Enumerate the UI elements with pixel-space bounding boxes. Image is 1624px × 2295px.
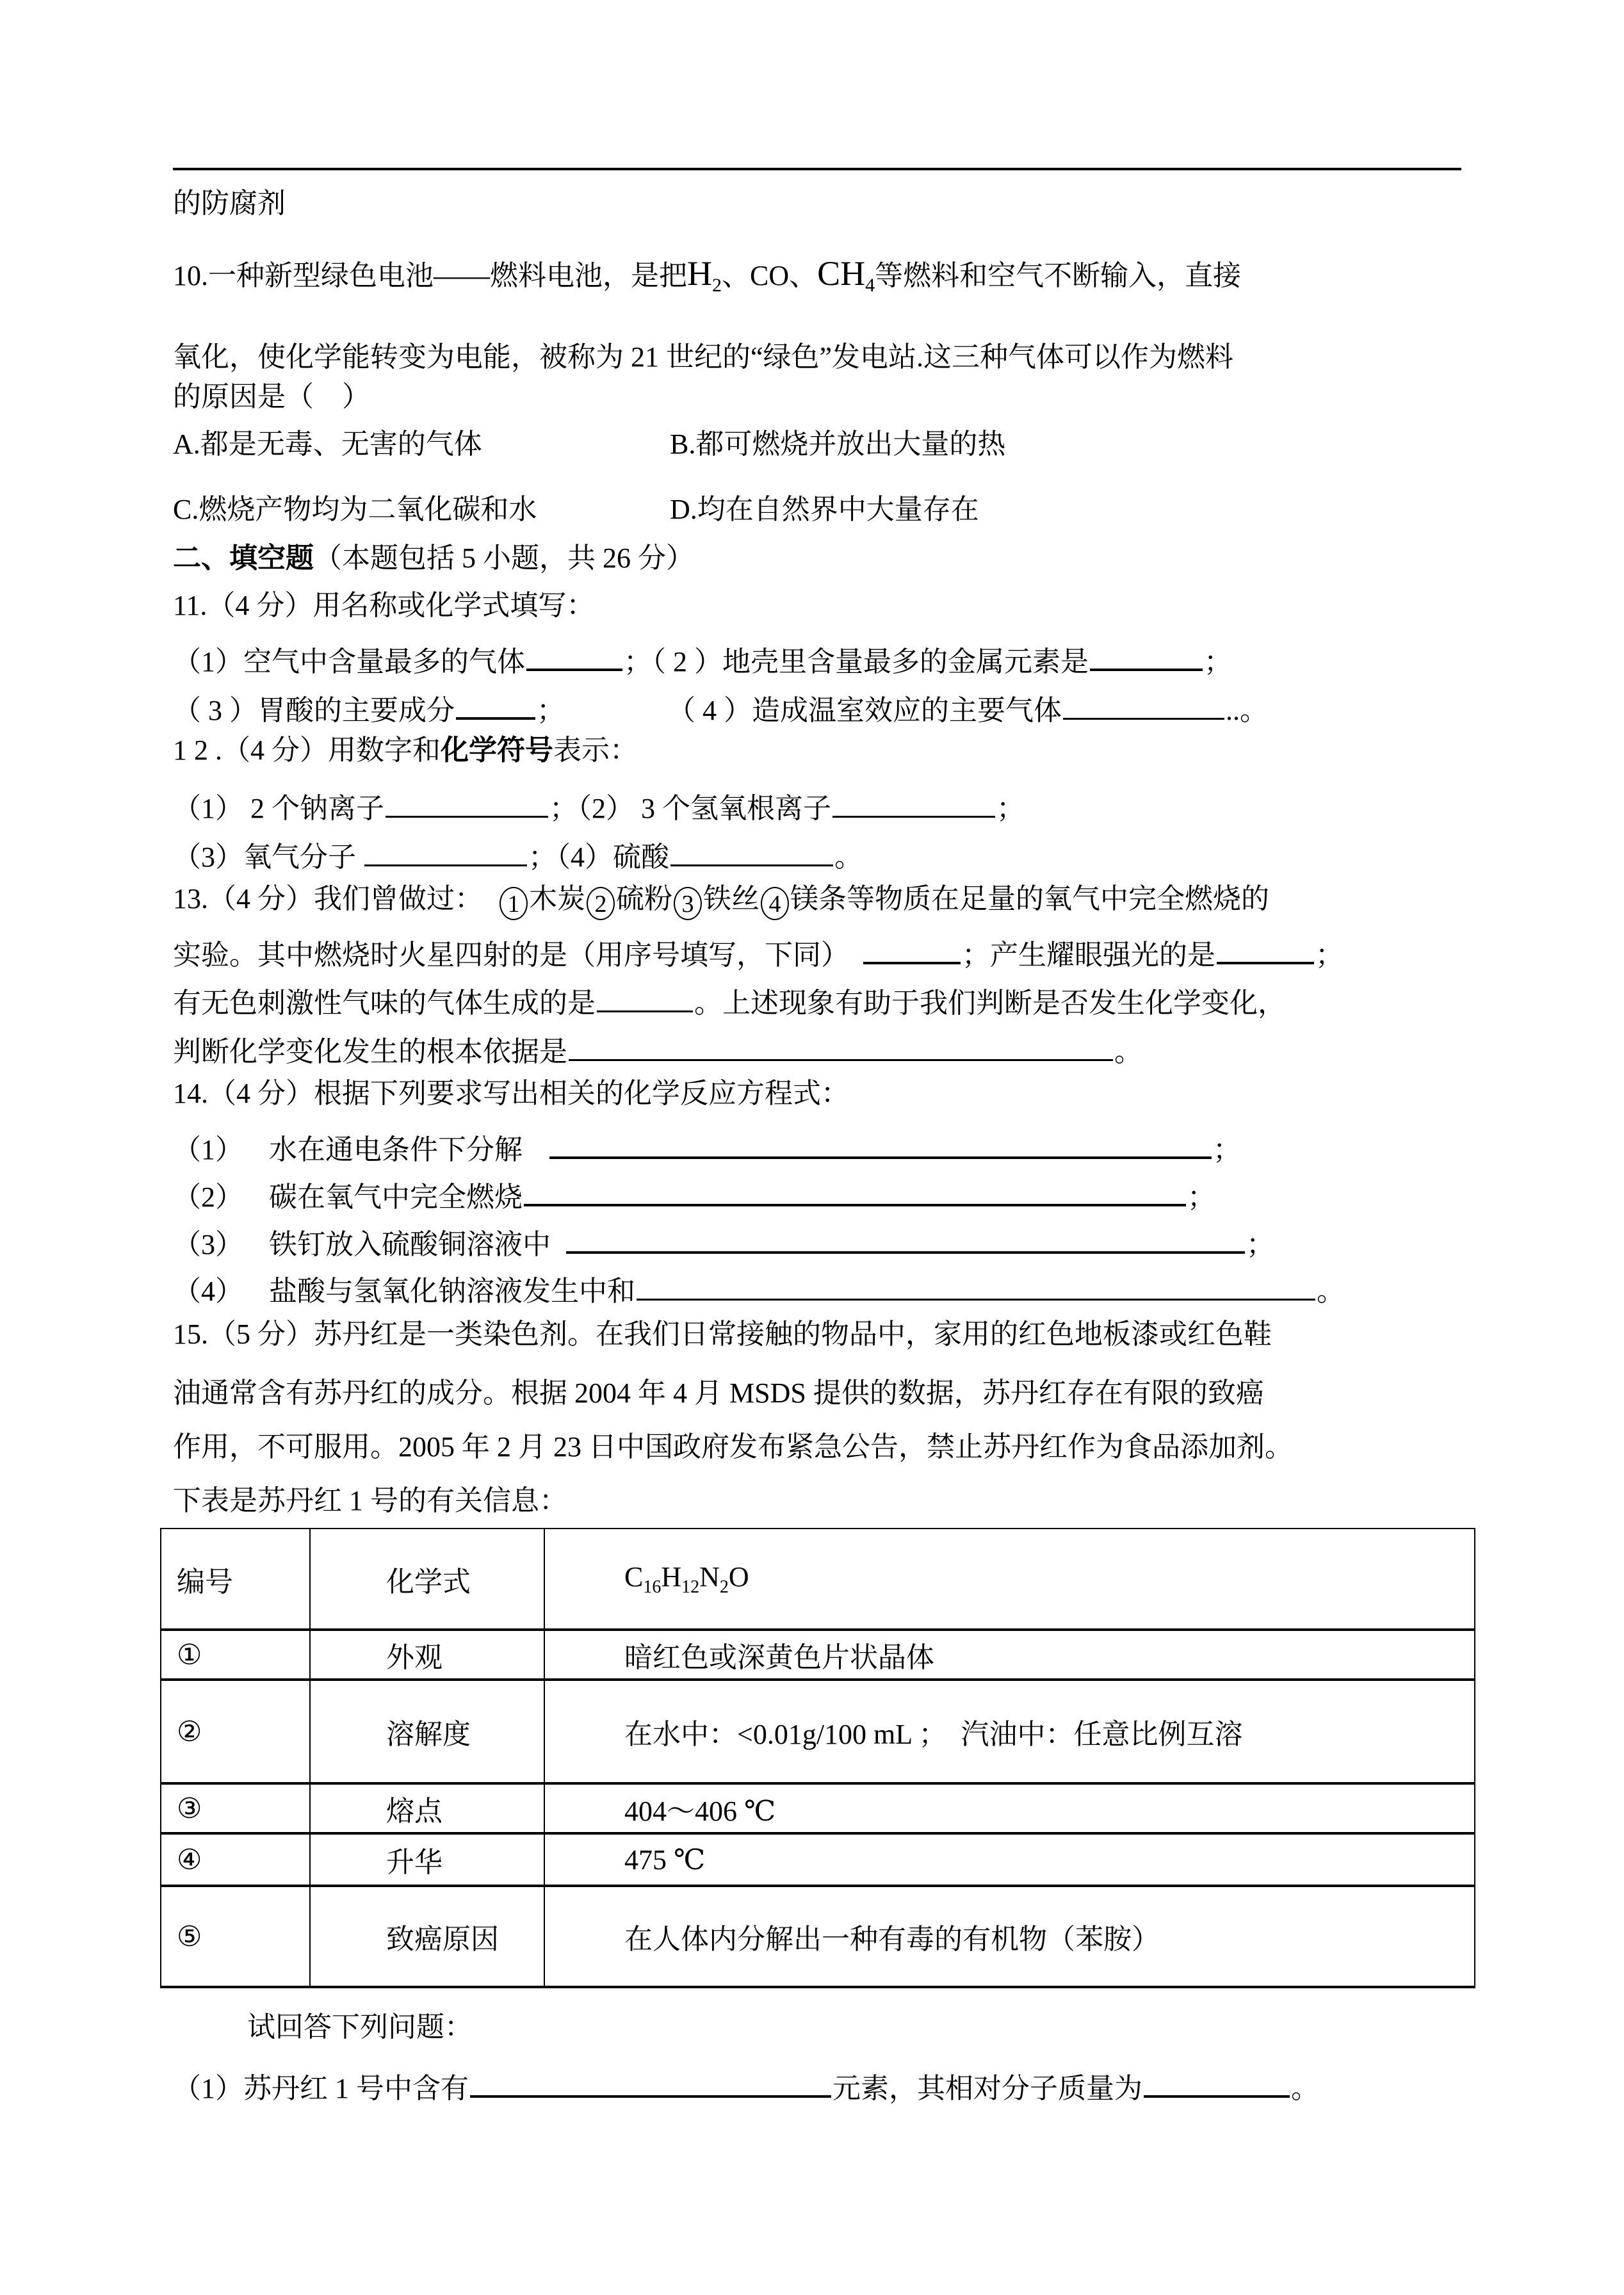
q15-answer-elements[interactable] bbox=[470, 2067, 831, 2098]
q13-line1: 13.（4 分）我们曾做过： 1 木炭 2 硫粉 3 铁丝 4 镁条等物质在足量的氧气中完全燃烧的 bbox=[173, 885, 1269, 920]
table-cell-no: ① bbox=[161, 1630, 310, 1680]
q13-answer-light[interactable] bbox=[1217, 934, 1314, 964]
formula-h2: $H_2$ bbox=[687, 254, 722, 296]
table-cell-no: ⑤ bbox=[161, 1886, 310, 1987]
q12-line1: （1） 2 个钠离子 ；（2） 3 个氢氧根离子 ； bbox=[173, 788, 1025, 823]
q14-item-3: （3） 铁钉放入硫酸铜溶液中 ； bbox=[173, 1223, 1274, 1259]
table-row bbox=[161, 1783, 1475, 1833]
q10-option-b: B.都可燃烧并放出大量的热 bbox=[670, 428, 1006, 460]
q13-line2: 实验。其中燃烧时火星四射的是（用序号填写，下同） ；产生耀眼强光的是 ； bbox=[173, 934, 1344, 969]
q11-answer-1[interactable] bbox=[526, 640, 622, 671]
circled-number-3: 3 bbox=[674, 887, 702, 920]
table-cell-prop: 溶解度 bbox=[310, 1680, 544, 1783]
q11-line1: （1）空气中含量最多的气体 ；（ 2 ）地壳里含量最多的金属元素是 ； bbox=[173, 640, 1232, 676]
table-cell-prop: 熔点 bbox=[310, 1783, 544, 1833]
q10-option-d: D.均在自然界中大量存在 bbox=[670, 494, 979, 525]
q12-line2: （3）氧气分子 ；（4）硫酸 。 bbox=[173, 836, 863, 872]
table-header-row bbox=[161, 1529, 1475, 1630]
q15-line1: 15.（5 分）苏丹红是一类染色剂。在我们日常接触的物品中，家用的红色地板漆或红色鞋 bbox=[173, 1318, 1272, 1350]
q11-line2: （ 3 ）胃酸的主要成分 ； （ 4 ）造成温室效应的主要气体 ..。 bbox=[173, 689, 1268, 725]
q14-answer-4[interactable] bbox=[637, 1270, 1315, 1301]
q12-answer-2[interactable] bbox=[832, 788, 995, 818]
table-cell-value: 404～406 ℃ bbox=[544, 1783, 1475, 1833]
q15-line3: 作用，不可服用。2005 年 2 月 23 日中国政府发布紧急公告，禁止苏丹红作为食品添加剂。 bbox=[173, 1431, 1293, 1463]
q10-line3: 的原因是（ ） bbox=[173, 381, 370, 412]
q13-answer-gas[interactable] bbox=[597, 982, 693, 1012]
continuation-text: 的防腐剂 bbox=[173, 188, 286, 219]
chemical-formula: $C_{16}H_{12}N_2O$ bbox=[544, 1529, 1475, 1630]
table-cell-no: ② bbox=[161, 1680, 310, 1783]
table-row bbox=[161, 1680, 1475, 1783]
table-cell-no-header: 编号 bbox=[161, 1529, 310, 1630]
circled-number-4: 4 bbox=[761, 887, 789, 920]
q14-answer-1[interactable] bbox=[549, 1128, 1212, 1159]
q13-answer-basis[interactable] bbox=[569, 1031, 1113, 1061]
table-row bbox=[161, 1630, 1475, 1680]
q15-answer-mass[interactable] bbox=[1144, 2067, 1290, 2098]
q10-option-a: A.都是无毒、无害的气体 bbox=[173, 428, 482, 460]
table-cell-value: 在水中：<0.01g/100 mL ； 汽油中：任意比例互溶 bbox=[544, 1680, 1475, 1783]
q15-line4: 下表是苏丹红 1 号的有关信息： bbox=[173, 1485, 567, 1516]
q12-stem: 1 2 .（4 分）用数字和化学符号表示： bbox=[173, 734, 638, 766]
circled-number-2: 2 bbox=[587, 887, 615, 920]
table-row bbox=[161, 1886, 1475, 1987]
table-cell-value: 暗红色或深黄色片状晶体 bbox=[544, 1630, 1475, 1680]
formula-ch4: $CH_4$ bbox=[817, 254, 875, 296]
q15-sub1: （1）苏丹红 1 号中含有 元素，其相对分子质量为 。 bbox=[173, 2067, 1319, 2103]
q13-line4: 判断化学变化发生的根本依据是 。 bbox=[173, 1031, 1142, 1066]
q15-prompt: 试回答下列问题： bbox=[247, 2011, 473, 2043]
table-cell-value: 在人体内分解出一种有毒的有机物（苯胺） bbox=[544, 1886, 1475, 1987]
section2-heading bbox=[173, 544, 694, 572]
q12-answer-4[interactable] bbox=[670, 836, 833, 866]
table-cell-no: ③ bbox=[161, 1783, 310, 1833]
q11-stem: 11.（4 分）用名称或化学式填写： bbox=[173, 590, 595, 621]
table-cell-prop: 外观 bbox=[310, 1630, 544, 1680]
q14-item-2: （2） 碳在氧气中完全燃烧 ； bbox=[173, 1176, 1215, 1212]
q13-line3: 有无色刺激性气味的气体生成的是 。上述现象有助于我们判断是否发生化学变化， bbox=[173, 982, 1286, 1018]
section2-title: 二、填空题 bbox=[173, 542, 314, 574]
q14-stem: 14.（4 分）根据下列要求写出相关的化学反应方程式： bbox=[173, 1078, 849, 1109]
header-rule bbox=[173, 168, 1461, 170]
table-row bbox=[161, 1833, 1475, 1886]
table-cell-value: 475 ℃ bbox=[544, 1833, 1475, 1886]
q12-answer-3[interactable] bbox=[364, 836, 527, 866]
q11-answer-3[interactable] bbox=[456, 689, 535, 720]
q14-answer-2[interactable] bbox=[524, 1176, 1186, 1206]
table-cell-prop-header: 化学式 bbox=[310, 1529, 544, 1630]
q14-item-1: （1） 水在通电条件下分解 ； bbox=[173, 1128, 1241, 1164]
q10-option-c: C.燃烧产物均为二氧化碳和水 bbox=[173, 494, 537, 525]
table-cell-no: ④ bbox=[161, 1833, 310, 1886]
q11-answer-4[interactable] bbox=[1063, 690, 1224, 720]
q15-line2: 油通常含有苏丹红的成分。根据 2004 年 4 月 MSDS 提供的数据，苏丹红存在有限的致癌 bbox=[173, 1377, 1264, 1409]
q14-answer-3[interactable] bbox=[566, 1223, 1245, 1254]
circled-number-1: 1 bbox=[499, 887, 528, 920]
q10-line1: 10.一种新型绿色电池——燃料电池，是把$H_2$、CO、$CH_4$等燃料和空气不断输入，直接 bbox=[173, 254, 1242, 296]
q12-answer-1[interactable] bbox=[386, 788, 548, 818]
table-cell-prop: 升华 bbox=[310, 1833, 544, 1886]
q14-item-4: （4） 盐酸与氢氧化钠溶液发生中和 。 bbox=[173, 1270, 1345, 1306]
q10-line2: 氧化，使化学能转变为电能，被称为 21 世纪的“绿色”发电站.这三种气体可以作为燃料 bbox=[173, 341, 1234, 373]
q13-answer-sparks[interactable] bbox=[863, 934, 961, 964]
section2-note: （本题包括 5 小题，共 26 分） bbox=[314, 542, 694, 574]
q11-answer-2[interactable] bbox=[1090, 640, 1203, 671]
table-cell-prop: 致癌原因 bbox=[310, 1886, 544, 1987]
sudan-red-info-table bbox=[160, 1528, 1475, 1988]
